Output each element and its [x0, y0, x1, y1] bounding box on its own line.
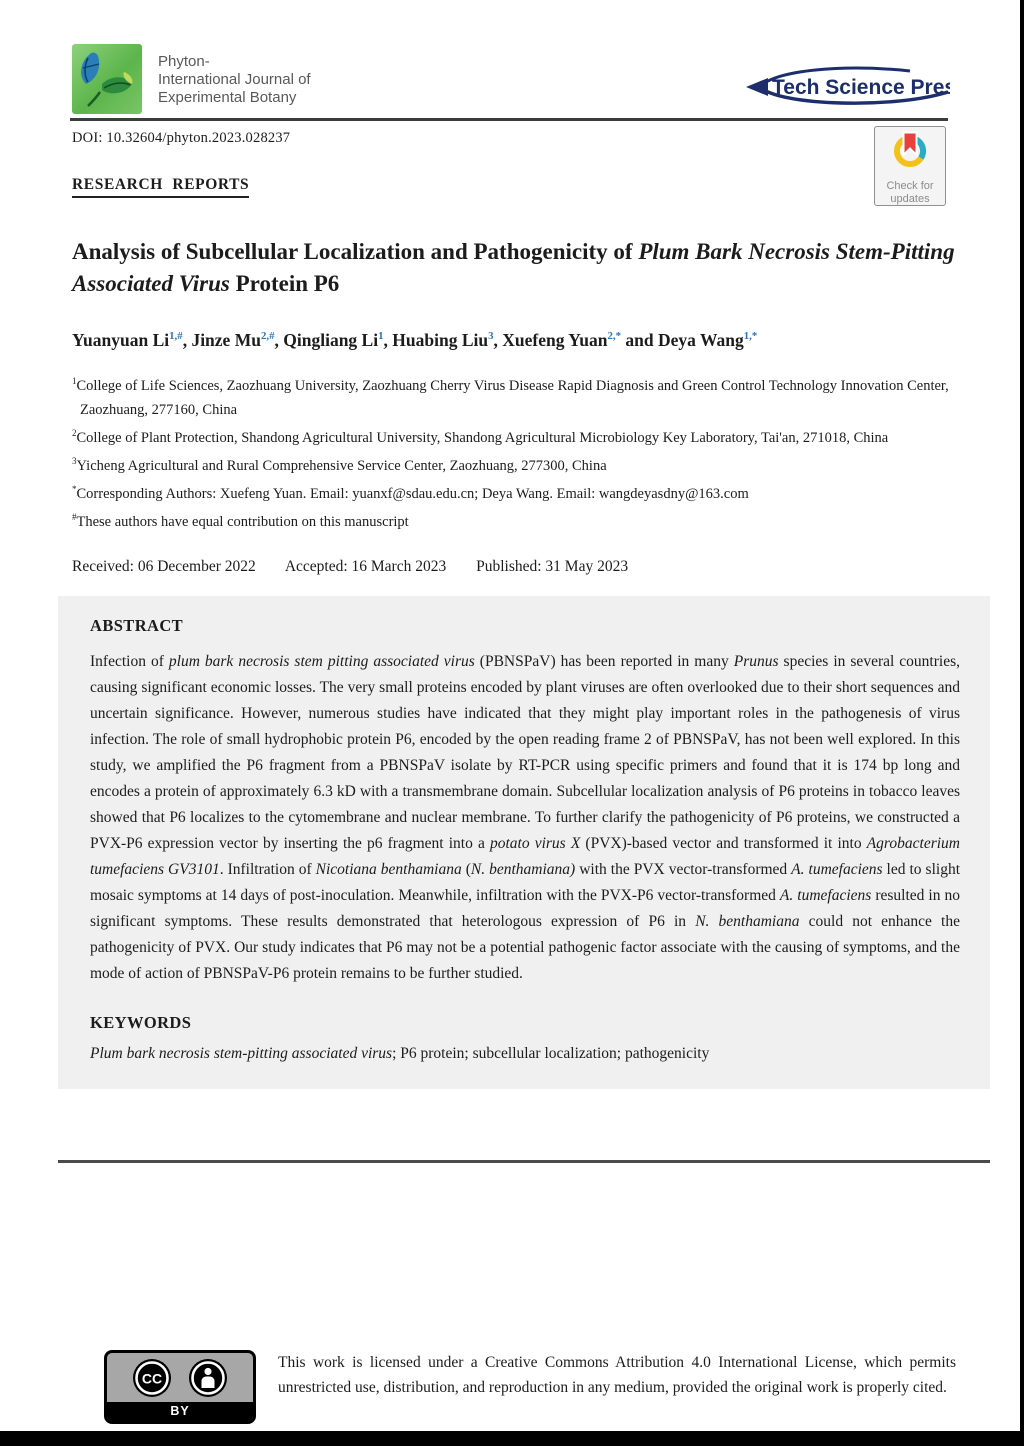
corresponding-authors-note: *Corresponding Authors: Xuefeng Yuan. Email: yuanxf@sdau.edu.cn; Deya Wang. Email: wangdeyasdny@163.com — [72, 484, 749, 502]
footer-divider — [58, 1160, 990, 1163]
journal-name-line3: Experimental Botany — [158, 89, 297, 106]
crossmark-label-line1: Check for — [886, 180, 934, 192]
author-list: Yuanyuan $Li^{1,\#}$, Jinze $Mu^{2,\#}$, Qingliang Li$^1$, Huabing Liu$^3$, Xuefeng Yuan$^{2,*}$ and Deya Wang$^{1,*}$ — [72, 330, 758, 350]
published-date: Published: 31 May 2023 — [476, 558, 629, 575]
license-text: This work is licensed under a Creative Commons Attribution 4.0 International License, which permits unrestricted use, distribution, and reproduction in any medium, provided the original work is properly cited. — [278, 1354, 956, 1396]
attribution-person-icon — [188, 1358, 228, 1398]
svg-text:CC: CC — [141, 1370, 163, 1386]
cc-icon — [132, 1358, 172, 1398]
cc-by-license-badge[interactable] — [104, 1350, 256, 1424]
masthead — [72, 44, 311, 114]
journal-name — [158, 44, 311, 107]
affiliations-block — [72, 374, 960, 538]
journal-name-line1: Phyton- — [158, 53, 210, 70]
equal-contribution-note: #These authors have equal contribution on this manuscript — [72, 512, 409, 530]
publisher-logo[interactable] — [744, 62, 950, 110]
journal-name-line2: International Journal of — [158, 71, 311, 88]
crossmark-icon — [887, 131, 933, 175]
crossmark-label-line2: updates — [890, 192, 930, 205]
affiliation-3: $^3$Yicheng Agricultural and Rural Comprehensive Service Center, Zaozhuang, 277300, China — [72, 456, 607, 474]
received-date: Received: 06 December 2022 — [72, 558, 256, 575]
header-divider — [70, 118, 948, 121]
section-label: RESEARCH REPORTS — [72, 176, 249, 198]
check-for-updates-button[interactable] — [874, 126, 946, 206]
accepted-date: Accepted: 16 March 2023 — [284, 558, 447, 575]
keywords-text: Plum bark necrosis stem-pitting associated virus; P6 protein; subcellular localization; pathogenicity — [90, 1045, 710, 1062]
page-edge-right — [1020, 0, 1024, 1446]
abstract-text: Infection of plum bark necrosis stem pitting associated virus (PBNSPaV) has been reported in many Prunus species in several countries, causing significant economic losses. The very small proteins encoded by plant viruses are often overlooked due to their short sequences and uncertain significance. However, numerous studies have indicated that they might play important roles in the pathogenesis of virus infection. The role of small hydrophobic protein P6, encoded by the open reading frame 2 of PBNSPaV, has not been well explored. In this study, we amplified the P6 fragment from a PBNSPaV isolate by RT-PCR using specific primers and found that it is 174 bp long and encodes a protein of approximately 6.3 kD with a transmembrane domain. Subcellular localization analysis of P6 proteins in tobacco leaves showed that P6 localizes to the cytomembrane and nuclear membrane. To further clarify the pathogenicity of P6 proteins, we constructed a PVX-P6 expression vector by inserting the p6 fragment into a potato virus X (PVX)-based vector and transformed it into Agrobacterium tumefaciens GV3101. Infiltration of Nicotiana benthamiana (N. benthamiana) with the PVX vector-transformed A. tumefaciens led to slight mosaic symptoms at 14 days of post-inoculation. Meanwhile, infiltration with the PVX-P6 vector-transformed A. tumefaciens resulted in no significant symptoms. These results demonstrated that heterologous expression of P6 in N. benthamiana could not enhance the pathogenicity of PVX. Our study indicates that P6 may not be a potential pathogenic factor associate with the causing of symptoms, and the mode of action of PBNSPaV-P6 protein remains to be further studied. — [90, 653, 961, 982]
page-edge-bottom — [0, 1431, 1024, 1446]
publisher-logo-text: Tech Science Press — [772, 76, 950, 99]
doi-text: DOI: 10.32604/phyton.2023.028237 — [72, 130, 291, 146]
abstract-box — [58, 596, 990, 1089]
cc-by-label: BY — [107, 1402, 253, 1421]
journal-logo-icon — [72, 44, 142, 114]
article-dates — [72, 558, 654, 576]
affiliation-2: $^2$College of Plant Protection, Shandong Agricultural University, Shandong Agricultural Microbiology Key Laboratory, Tai'an, 271018, China — [72, 428, 889, 446]
article-title: Analysis of Subcellular Localization and Pathogenicity of Plum Bark Necrosis Stem-Pitting Associated Virus Protein P6 — [72, 239, 955, 296]
abstract-heading: ABSTRACT — [90, 616, 184, 635]
keywords-heading: KEYWORDS — [90, 1013, 192, 1032]
affiliation-1: $^1$College of Life Sciences, Zaozhuang University, Zaozhuang Cherry Virus Disease Rapid Diagnosis and Green Control Technology Innovation Center, Zaozhuang, 277160, China — [72, 376, 949, 418]
